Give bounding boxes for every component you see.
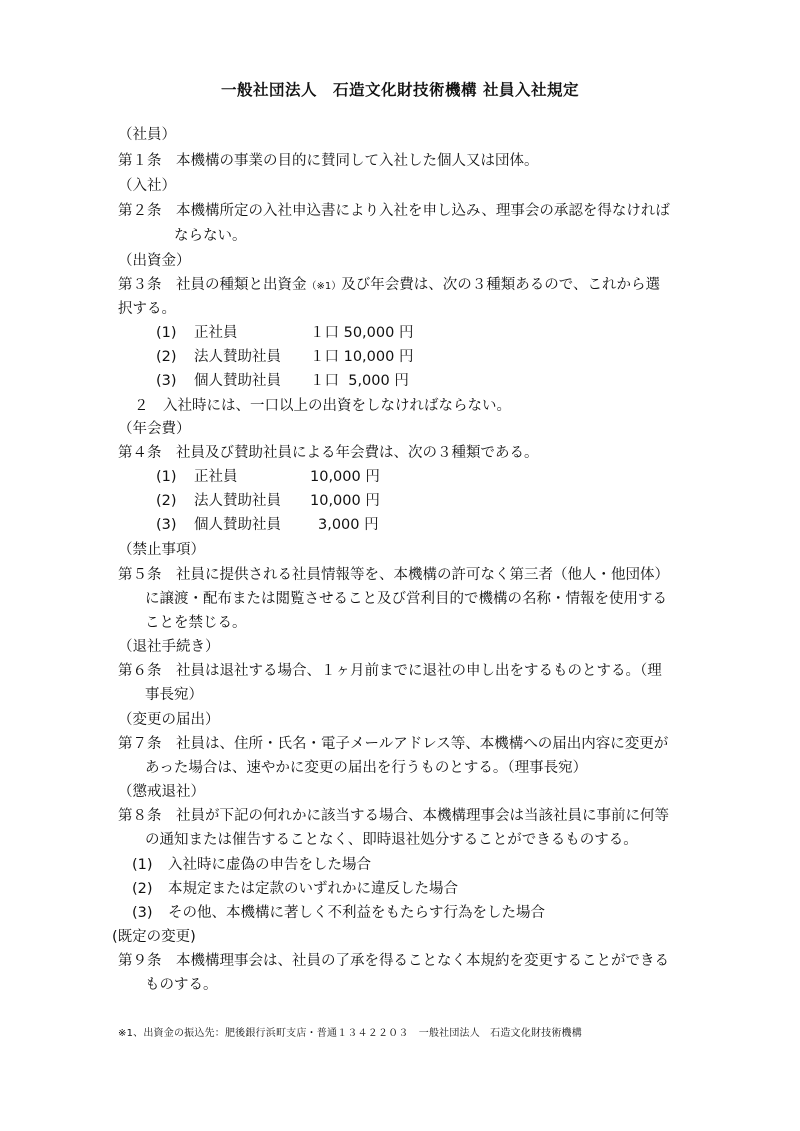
article-8-heading: （懲戒退社） [118, 784, 205, 800]
item-amount: １口 10,000 円 [310, 349, 414, 365]
item-number: (1) [156, 469, 177, 485]
item-label: 個人賛助社員 [194, 517, 281, 533]
item-number: (2) [156, 349, 177, 365]
item-amount: 10,000 円 [310, 493, 380, 509]
item-label: 個人賛助社員 [194, 373, 281, 389]
dismissal-condition [132, 904, 545, 922]
contribution-item [156, 324, 456, 342]
article-5-text-line2: に譲渡・配布または閲覧させること及び営利目的で機構の名称・情報を使用する [145, 591, 667, 607]
item-amount: 3,000 円 [318, 517, 379, 533]
article-2-text-line1: 第２条 本機構所定の入社申込書により入社を申し込み、理事会の承認を得なければ [118, 203, 670, 219]
article-3-text-pre: 第３条 社員の種類と出資金 [118, 277, 307, 293]
article-6-heading: （退社手続き） [118, 639, 220, 655]
item-text: 入社時に虚偽の申告をした場合 [168, 857, 371, 873]
annual-fee-item [156, 516, 456, 534]
article-6-text-line1: 第６条 社員は退社する場合、１ヶ月前までに退社の申し出をするものとする。（理 [118, 663, 662, 679]
article-9-text-line2: ものする。 [145, 977, 218, 993]
article-2-heading: （入社） [118, 178, 176, 194]
article-3-text-line1 [118, 276, 660, 296]
document-title: 一般社団法人 石造文化財技術機構 社員入社規定 [221, 81, 579, 99]
article-1-heading: （社員） [118, 127, 176, 143]
dismissal-condition [132, 880, 458, 898]
item-number: (1) [156, 325, 177, 341]
item-amount: １口 50,000 円 [310, 325, 414, 341]
item-number: (2) [156, 493, 177, 509]
contribution-item [156, 348, 456, 366]
item-text: 本規定または定款のいずれかに違反した場合 [168, 881, 458, 897]
article-3-text-line2: 択する。 [118, 301, 176, 317]
article-2-text-line2: ならない。 [174, 228, 247, 244]
item-number: (3) [156, 517, 177, 533]
contribution-item [156, 372, 456, 390]
article-7-heading: （変更の届出） [118, 712, 220, 728]
item-number: (1) [132, 857, 153, 873]
item-label: 正社員 [194, 325, 238, 341]
article-7-text-line2: あった場合は、速やかに変更の届出を行うものとする。（理事長宛） [145, 760, 588, 776]
item-label: 法人賛助社員 [194, 493, 281, 509]
item-number: (3) [132, 905, 153, 921]
article-5-text-line1: 第５条 社員に提供される社員情報等を、本機構の許可なく第三者（他人・他団体） [118, 567, 669, 583]
article-3-heading: （出資金） [118, 253, 191, 269]
item-number: (3) [156, 373, 177, 389]
article-5-text-line3: ことを禁じる。 [145, 615, 247, 631]
item-amount: １口 5,000 円 [310, 373, 409, 389]
article-1-text: 第１条 本機構の事業の目的に賛同して入社した個人又は団体。 [118, 153, 539, 169]
article-3-text-post: 及び年会費は、次の３種類あるので、これから選 [341, 277, 660, 293]
article-4-text: 第４条 社員及び賛助社員による年会費は、次の３種類である。 [118, 445, 539, 461]
article-9-heading: (既定の変更) [112, 929, 196, 945]
item-label: 法人賛助社員 [194, 349, 281, 365]
article-7-text-line1: 第７条 社員は、住所・氏名・電子メールアドレス等、本機構への届出内容に変更が [118, 736, 669, 752]
annual-fee-item [156, 492, 456, 510]
item-number: (2) [132, 881, 153, 897]
item-text: その他、本機構に著しく不利益をもたらす行為をした場合 [168, 905, 545, 921]
article-4-heading: （年会費） [118, 421, 191, 437]
article-6-text-line2: 事長宛） [145, 687, 203, 703]
article-5-heading: （禁止事項） [118, 542, 205, 558]
footnote: ※1、出資金の振込先：肥後銀行浜町支店・普通１３４２２０３ 一般社団法人 石造文化財技術機構 [118, 1028, 582, 1039]
article-3-paragraph-2: ２ 入社時には、一口以上の出資をしなければならない。 [134, 398, 511, 414]
item-label: 正社員 [194, 469, 238, 485]
item-amount: 10,000 円 [310, 469, 380, 485]
footnote-marker: （※1） [306, 281, 342, 292]
article-9-text-line1: 第９条 本機構理事会は、社員の了承を得ることなく本規約を変更することができる [118, 953, 669, 969]
annual-fee-item [156, 468, 456, 486]
article-8-text-line2: の通知または催告することなく、即時退社処分することができるものする。 [145, 832, 638, 848]
dismissal-condition [132, 856, 371, 874]
article-8-text-line1: 第８条 社員が下記の何れかに該当する場合、本機構理事会は当該社員に事前に何等 [118, 808, 669, 824]
